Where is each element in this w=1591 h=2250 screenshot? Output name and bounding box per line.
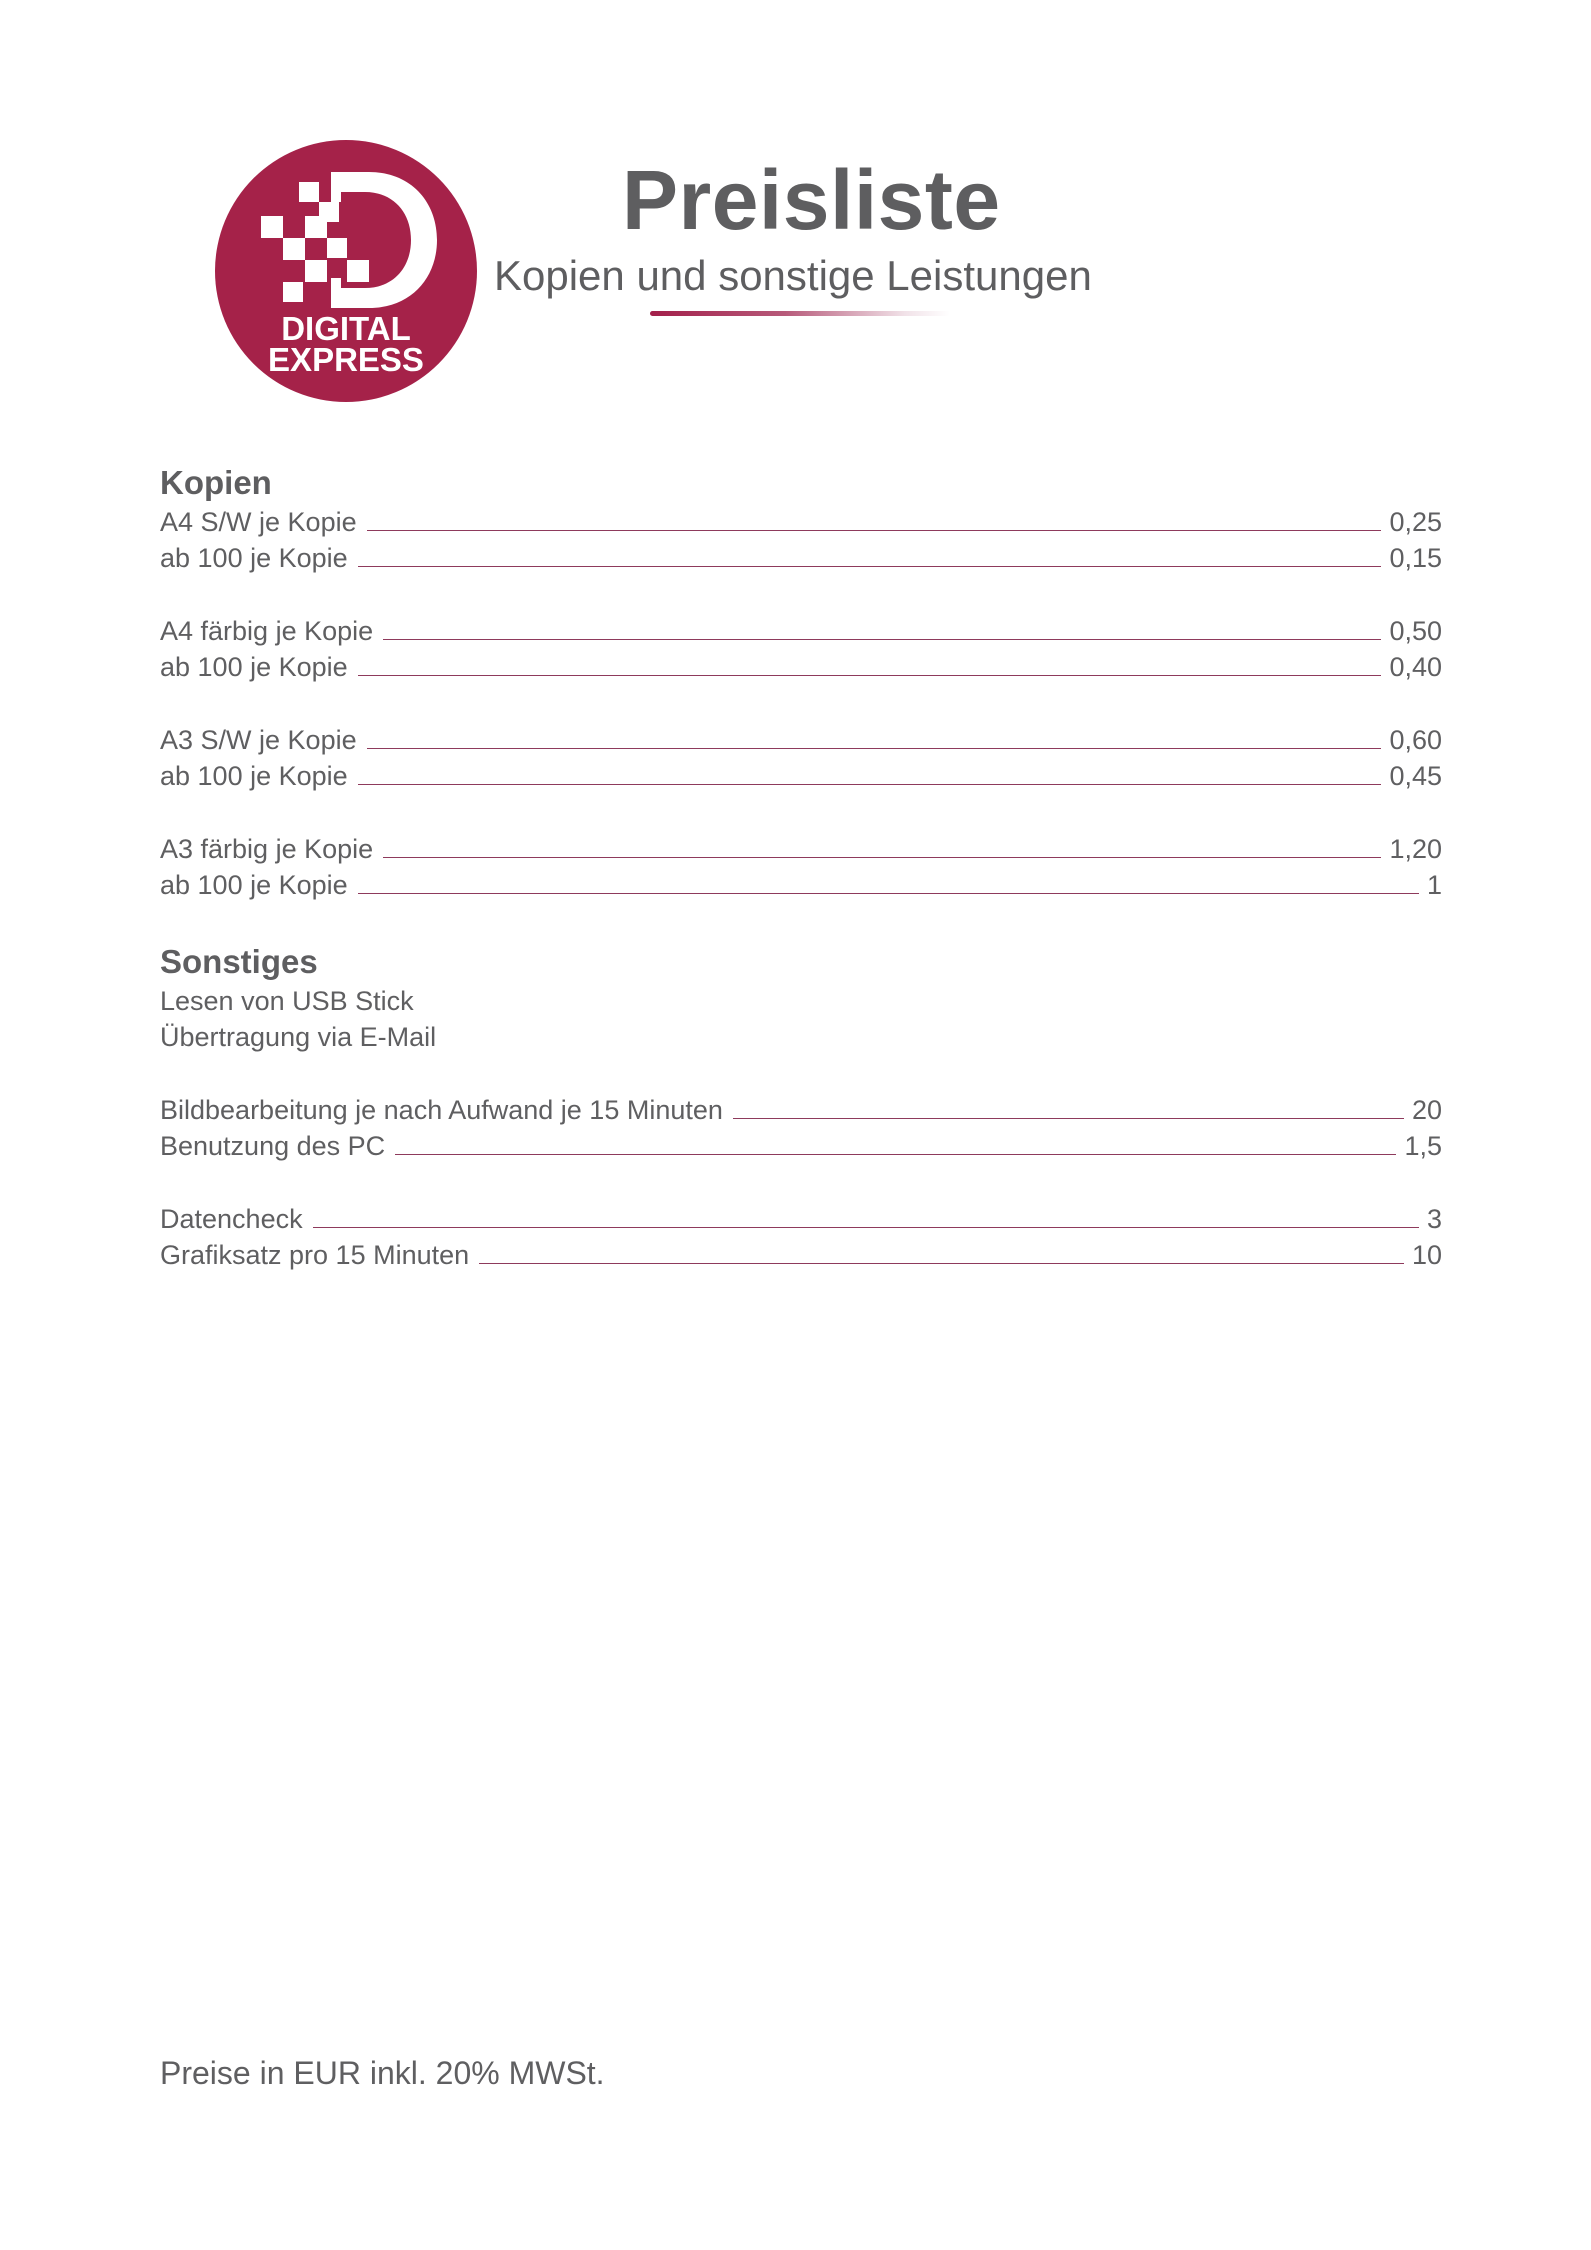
price-list — [160, 462, 1442, 1273]
price-row — [160, 1092, 1442, 1128]
item-price: 1,20 — [1389, 834, 1442, 864]
service-item: Lesen von USB Stick — [160, 986, 414, 1016]
logo-line-1: DIGITAL — [281, 310, 411, 347]
leader-line — [383, 857, 1381, 858]
price-row — [160, 504, 1442, 540]
leader-line — [479, 1263, 1404, 1264]
price-row — [160, 613, 1442, 649]
section-title-kopien: Kopien — [160, 464, 272, 501]
page-title: Preisliste — [622, 153, 1001, 247]
item-label: A4 färbig je Kopie — [160, 616, 374, 646]
leader-line — [358, 784, 1382, 785]
leader-line — [367, 530, 1382, 531]
item-price: 3 — [1426, 1204, 1442, 1234]
item-label: A3 färbig je Kopie — [160, 834, 374, 864]
price-row — [160, 722, 1442, 758]
page-subtitle: Kopien und sonstige Leistungen — [494, 252, 1092, 299]
section-title-sonstiges: Sonstiges — [160, 943, 318, 980]
service-item: Übertragung via E-Mail — [160, 1022, 437, 1052]
price-row — [160, 649, 1442, 685]
item-label: Datencheck — [160, 1204, 303, 1234]
price-row — [160, 758, 1442, 794]
item-price: 1,5 — [1404, 1131, 1442, 1161]
leader-line — [733, 1118, 1404, 1119]
footer-note: Preise in EUR inkl. 20% MWSt. — [160, 2055, 605, 2091]
item-price: 0,40 — [1389, 652, 1442, 682]
item-label: Grafiksatz pro 15 Minuten — [160, 1240, 470, 1270]
item-price: 0,15 — [1389, 543, 1442, 573]
item-label: A3 S/W je Kopie — [160, 725, 357, 755]
price-row — [160, 540, 1442, 576]
leader-line — [358, 675, 1382, 676]
leader-line — [313, 1227, 1419, 1228]
title-accent-underline — [650, 311, 950, 316]
item-price: 0,25 — [1389, 507, 1442, 537]
digital-express-logo — [215, 140, 477, 402]
item-label: A4 S/W je Kopie — [160, 507, 357, 537]
leader-line — [358, 566, 1382, 567]
leader-line — [383, 639, 1381, 640]
item-label: Bildbearbeitung je nach Aufwand je 15 Minuten — [160, 1095, 723, 1125]
price-row — [160, 831, 1442, 867]
price-row — [160, 1237, 1442, 1273]
leader-line — [395, 1154, 1396, 1155]
item-label: ab 100 je Kopie — [160, 652, 348, 682]
price-row — [160, 1201, 1442, 1237]
item-price: 0,45 — [1389, 761, 1442, 791]
item-label: ab 100 je Kopie — [160, 761, 348, 791]
item-label: Benutzung des PC — [160, 1131, 386, 1161]
logo-line-2: EXPRESS — [268, 341, 424, 378]
item-price: 10 — [1411, 1240, 1442, 1270]
item-price: 0,60 — [1389, 725, 1442, 755]
leader-line — [367, 748, 1382, 749]
item-label: ab 100 je Kopie — [160, 870, 348, 900]
item-price: 1 — [1426, 870, 1442, 900]
leader-line — [358, 893, 1419, 894]
item-price: 20 — [1411, 1095, 1442, 1125]
price-row — [160, 867, 1442, 903]
item-price: 0,50 — [1389, 616, 1442, 646]
price-row — [160, 1128, 1442, 1164]
item-label: ab 100 je Kopie — [160, 543, 348, 573]
